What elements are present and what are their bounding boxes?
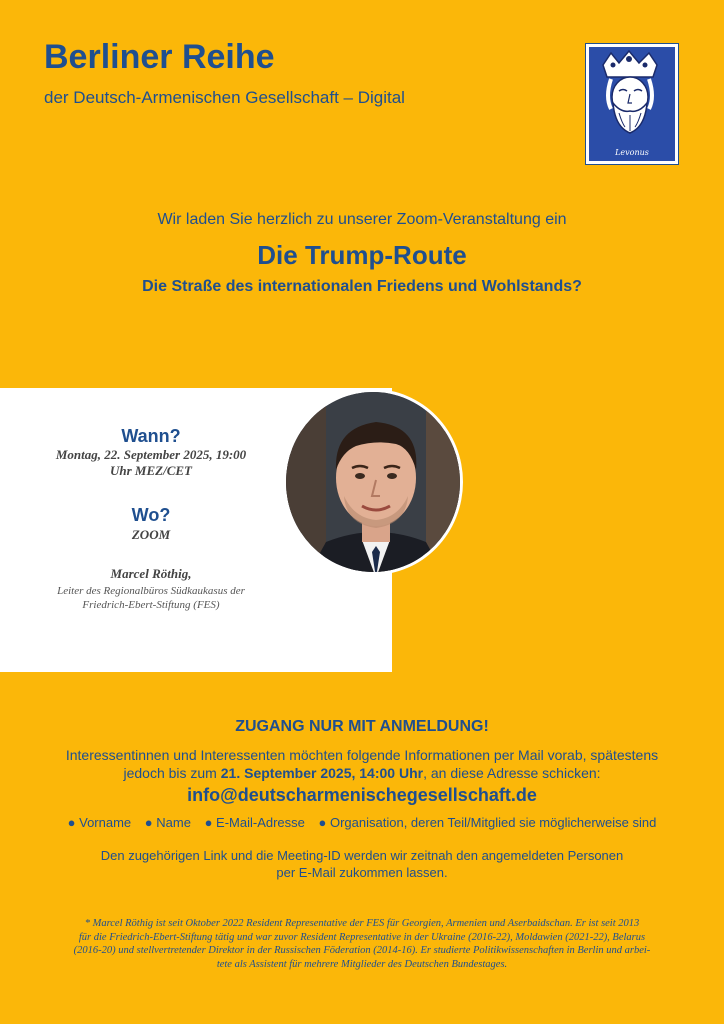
list-item: ● E-Mail-Adresse: [204, 815, 305, 830]
registration-email-link[interactable]: info@deutscharmenischegesellschaft.de: [187, 785, 537, 805]
list-item: ● Vorname: [67, 815, 132, 830]
link-note-line-1: Den zugehörigen Link und die Meeting-ID werden wir zeitnah den angemeldeten Personen: [100, 848, 624, 863]
speaker-photo-illustration: [286, 392, 463, 575]
king-portrait-logo-icon: [589, 47, 671, 157]
speaker-role-line-2: Friedrich-Ebert-Stiftung (FES): [82, 599, 220, 611]
when-value: [40, 447, 262, 479]
where-value: ZOOM: [131, 527, 171, 542]
registration-text: [40, 746, 684, 782]
when-line-2: Uhr MEZ/CET: [110, 463, 192, 478]
page-title: Berliner Reihe: [44, 38, 275, 76]
when-heading: Wann?: [121, 426, 181, 446]
footnote-line-3: (2016-20) und stellvertretender Direktor in der Russischen Föderation (2014-16). Er studierte Politikwissenschaften in Berlin und arbei-: [73, 945, 651, 956]
footnote-line-2: für die Friedrich-Ebert-Stiftung tätig und war zuvor Resident Representative in der Ukraine (2016-22), Moldawien (2021-22), Belarus: [78, 931, 646, 943]
registration-heading: ZUGANG NUR MIT ANMELDUNG!: [235, 718, 489, 735]
society-logo: [585, 43, 679, 165]
when-line-1: Montag, 22. September 2025, 19:00: [55, 447, 247, 462]
speaker-name: Marcel Röthig,: [110, 566, 192, 581]
logo-caption: Levonus: [615, 148, 649, 157]
list-item: ● Name: [144, 815, 191, 830]
required-fields-list: [0, 815, 724, 830]
invitation-text: Wir laden Sie herzlich zu unserer Zoom-Veranstaltung ein: [157, 211, 567, 228]
speaker-footnote: [44, 917, 680, 971]
event-title: Die Trump-Route: [257, 240, 467, 270]
page-subtitle: der Deutsch-Armenischen Gesellschaft – Digital: [44, 88, 405, 107]
footnote-line-1: * Marcel Röthig ist seit Oktober 2022 Resident Representative der FES für Georgien, Armenien und Aserbaidschan. Er ist seit 2013: [84, 918, 640, 929]
speaker-role: [40, 584, 262, 612]
footnote-line-4: tete als Assistent für mehrere Mitglieder des Deutschen Bundestages.: [216, 958, 508, 970]
where-heading: Wo?: [131, 505, 171, 525]
list-item: ● Organisation, deren Teil/Mitglied sie möglicherweise sind: [318, 815, 657, 830]
registration-text-line-2: jedoch bis zum 21. September 2025, 14:00 Uhr, an diese Adresse schicken:: [123, 765, 601, 781]
speaker-portrait: [283, 389, 463, 575]
registration-deadline: 21. September 2025, 14:00 Uhr: [220, 765, 424, 781]
event-subtitle: Die Straße des internationalen Friedens und Wohlstands?: [142, 278, 582, 295]
link-note: [60, 847, 664, 881]
speaker-role-line-1: Leiter des Regionalbüros Südkaukasus der: [57, 585, 245, 597]
registration-text-line-1: Interessentinnen und Interessenten möchten folgende Informationen per Mail vorab, spätestens: [65, 747, 659, 763]
link-note-line-2: per E-Mail zukommen lassen.: [276, 865, 448, 880]
